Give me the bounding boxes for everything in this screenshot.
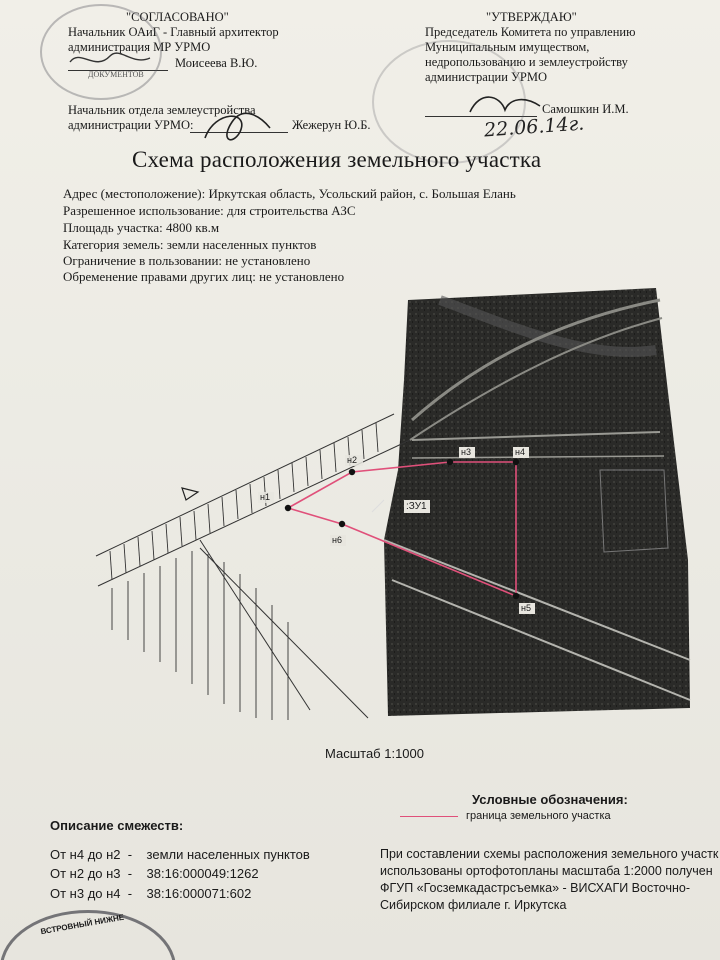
legend-line: [400, 816, 458, 817]
land-dept-line2: администрации УРМО:: [68, 118, 194, 132]
bottom-stamp-text: ВСТРОВНЫЙ НИЖНЕ: [39, 912, 125, 937]
property-area: Площадь участка: 4800 кв.м: [63, 220, 220, 235]
parcel-label: :ЗУ1: [406, 501, 427, 512]
note-line-4: Сибирском филиале г. Иркутска: [380, 898, 567, 912]
point-label-n5: н5: [521, 603, 531, 613]
adjacency-title: Описание смежеств:: [50, 818, 184, 833]
note-line-3: ФГУП «Госземкадастрсъемка» - ВИСХАГИ Восточно-: [380, 881, 691, 895]
property-restriction: Ограничение в пользовании: не установлено: [63, 253, 311, 268]
approval-right-line1: Председатель Комитета по управлению: [425, 25, 636, 39]
road-hatching: [110, 423, 378, 720]
property-encumbrance: Обременение правами других лиц: не установлено: [63, 269, 345, 284]
approval-right-line3: недропользованию и землеустройству: [425, 55, 628, 69]
approval-right-header: "УТВЕРЖДАЮ": [486, 10, 577, 24]
legend-title: Условные обозначения:: [472, 792, 628, 807]
property-usage: Разрешенное использование: для строительства АЗС: [63, 203, 356, 218]
land-dept-name: Жежерун Ю.Б.: [292, 118, 371, 132]
approval-left-header: "СОГЛАСОВАНО": [126, 10, 229, 24]
adjacency-row-1: От н4 до н2 - земли населенных пунктов: [50, 847, 310, 862]
adjacency-row-2: От н2 до н3 - 38:16:000049:1262: [50, 866, 259, 881]
approval-left-name: Моисеева В.Ю.: [175, 56, 258, 70]
property-category: Категория земель: земли населенных пунктов: [63, 237, 317, 252]
point-label-n2: н2: [347, 455, 357, 465]
stamp-text: ДОКУМЕНТОВ: [88, 70, 144, 79]
note-line-2: использованы ортофотопланы масштаба 1:2000 получен: [380, 864, 713, 878]
map-scale: Масштаб 1:1000: [325, 746, 424, 761]
approval-right-line4: администрации УРМО: [425, 70, 547, 84]
approval-left-line2: администрация МР УРМО: [68, 40, 211, 54]
point-label-n4: н4: [515, 447, 525, 457]
note-line-1: При составлении схемы расположения земельного участк: [380, 847, 719, 861]
point-label-n6: н6: [332, 535, 342, 545]
point-label-n3: н3: [461, 447, 471, 457]
point-label-n1: н1: [260, 492, 270, 502]
direction-arrow-icon: [182, 488, 198, 500]
page-title: Схема расположения земельного участка: [132, 147, 542, 172]
approval-left-line1: Начальник ОАиГ - Главный архитектор: [68, 25, 279, 39]
approval-date: 22.06.14г.: [483, 112, 585, 142]
legend-item: граница земельного участка: [466, 810, 611, 822]
approval-right-line2: Муниципальным имуществом,: [425, 40, 590, 54]
approval-right-name: Самошкин И.М.: [542, 102, 629, 116]
property-address: Адрес (местоположение): Иркутская область, Усольский район, с. Большая Елань: [63, 186, 516, 201]
adjacency-row-3: От н3 до н4 - 38:16:000071:602: [50, 886, 252, 901]
land-dept-line1: Начальник отдела землеустройства: [68, 103, 256, 117]
